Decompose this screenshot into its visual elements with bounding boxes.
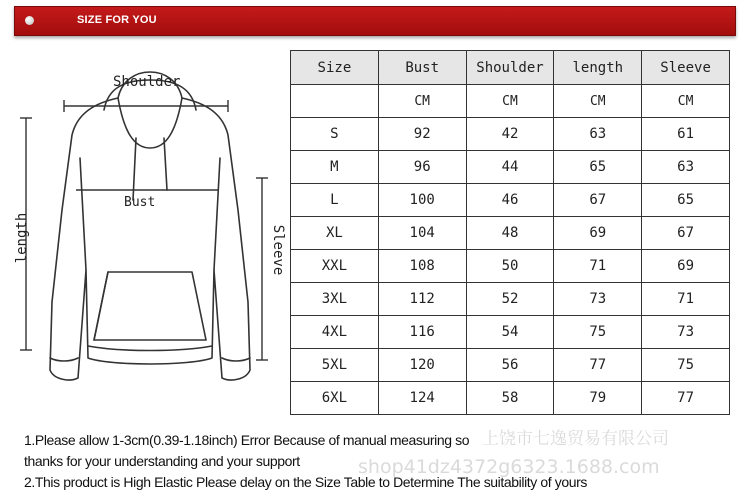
length-cell: 71: [554, 250, 642, 283]
table-row: [291, 250, 730, 283]
size-cell: XXL: [291, 250, 379, 283]
size-cell: XL: [291, 217, 379, 250]
size-notes: [24, 430, 587, 493]
size-cell: S: [291, 118, 379, 151]
unit-cell: [291, 85, 379, 118]
bust-cell: 120: [378, 349, 466, 382]
note-line-3: 2.This product is High Elastic Please delay on the Size Table to Determine The suitability of yours: [24, 474, 587, 490]
unit-cell: CM: [378, 85, 466, 118]
bust-cell: 108: [378, 250, 466, 283]
length-cell: 69: [554, 217, 642, 250]
header-sleeve: Sleeve: [642, 51, 730, 85]
shoulder-cell: 52: [466, 283, 554, 316]
length-cell: 67: [554, 184, 642, 217]
header-length: length: [554, 51, 642, 85]
sleeve-cell: 69: [642, 250, 730, 283]
length-cell: 63: [554, 118, 642, 151]
shoulder-cell: 56: [466, 349, 554, 382]
sleeve-cell: 77: [642, 382, 730, 415]
size-table: [290, 50, 730, 415]
table-row: [291, 217, 730, 250]
header-bust: Bust: [378, 51, 466, 85]
watermark-company: 上饶市七逸贸易有限公司: [482, 429, 669, 449]
section-banner: [14, 6, 736, 36]
length-cell: 79: [554, 382, 642, 415]
header-size: Size: [291, 51, 379, 85]
bust-cell: 100: [378, 184, 466, 217]
unit-cell: CM: [554, 85, 642, 118]
unit-cell: CM: [466, 85, 554, 118]
shoulder-cell: 44: [466, 151, 554, 184]
size-cell: 4XL: [291, 316, 379, 349]
length-cell: 75: [554, 316, 642, 349]
banner-title: SIZE FOR YOU: [77, 14, 157, 26]
size-cell: 3XL: [291, 283, 379, 316]
sleeve-cell: 61: [642, 118, 730, 151]
bust-label: Bust: [124, 195, 156, 210]
size-cell: 6XL: [291, 382, 379, 415]
size-cell: M: [291, 151, 379, 184]
table-row: [291, 349, 730, 382]
bust-cell: 104: [378, 217, 466, 250]
unit-cell: CM: [642, 85, 730, 118]
length-cell: 73: [554, 283, 642, 316]
bust-cell: 116: [378, 316, 466, 349]
sleeve-cell: 67: [642, 217, 730, 250]
shoulder-cell: 50: [466, 250, 554, 283]
table-row: [291, 316, 730, 349]
length-label: length: [14, 212, 30, 264]
sleeve-cell: 63: [642, 151, 730, 184]
bullet-icon: [25, 16, 34, 25]
table-row: [291, 118, 730, 151]
table-row: [291, 151, 730, 184]
length-cell: 77: [554, 349, 642, 382]
sleeve-label: Sleeve: [270, 224, 286, 276]
shoulder-cell: 54: [466, 316, 554, 349]
unit-row: [291, 85, 730, 118]
sleeve-cell: 65: [642, 184, 730, 217]
sleeve-cell: 71: [642, 283, 730, 316]
shoulder-cell: 46: [466, 184, 554, 217]
watermark-shop-url: shop41dz4372g6323.1688.com: [358, 456, 660, 478]
size-cell: L: [291, 184, 379, 217]
table-row: [291, 283, 730, 316]
header-shoulder: Shoulder: [466, 51, 554, 85]
length-cell: 65: [554, 151, 642, 184]
hoodie-outline-icon: [0, 40, 290, 420]
bust-cell: 112: [378, 283, 466, 316]
bust-cell: 124: [378, 382, 466, 415]
note-line-2: thanks for your understanding and your support: [24, 453, 300, 469]
bust-cell: 92: [378, 118, 466, 151]
note-line-1: 1.Please allow 1-3cm(0.39-1.18inch) Error Because of manual measuring so: [24, 432, 470, 448]
bust-cell: 96: [378, 151, 466, 184]
size-cell: 5XL: [291, 349, 379, 382]
hoodie-diagram: [0, 40, 290, 420]
shoulder-cell: 42: [466, 118, 554, 151]
table-header-row: [291, 51, 730, 85]
shoulder-label: Shoulder: [113, 74, 181, 90]
shoulder-cell: 48: [466, 217, 554, 250]
sleeve-cell: 73: [642, 316, 730, 349]
table-row: [291, 184, 730, 217]
sleeve-cell: 75: [642, 349, 730, 382]
shoulder-cell: 58: [466, 382, 554, 415]
table-row: [291, 382, 730, 415]
